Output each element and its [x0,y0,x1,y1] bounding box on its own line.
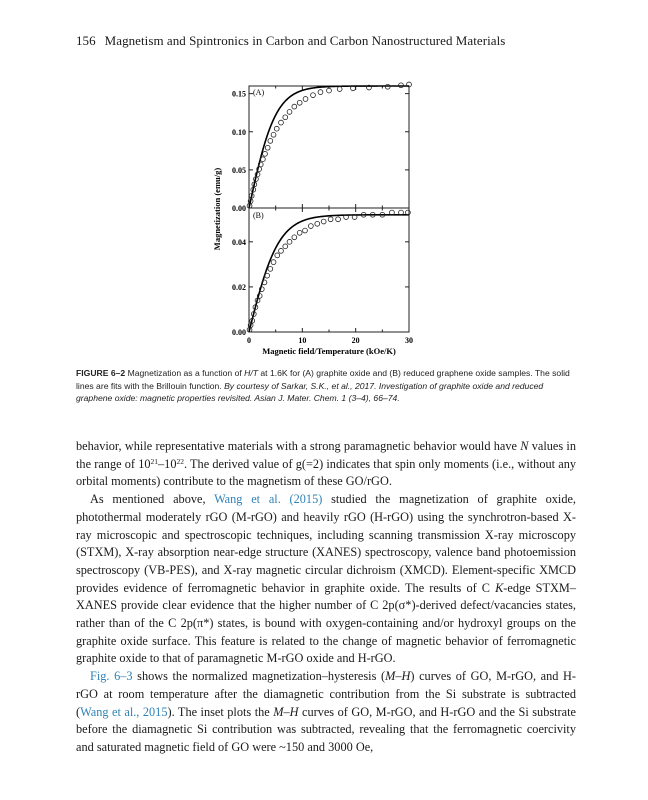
magnetization-chart [205,78,445,370]
panel-a-ticks [249,86,409,208]
panel-b-y-tick-label: 0.04 [232,237,246,247]
paragraph-1 [76,438,576,491]
panel-b-data-point [287,239,292,244]
p1-sup-1: 21 [150,456,159,466]
panel-b-y-tick-label: 0.02 [232,282,246,292]
panel-b-y-tick-labels [232,238,246,337]
p1-text-c: –10 [158,456,177,471]
panel-b-data-point [271,260,276,265]
panel-a-data-point [297,100,302,105]
panel-a-points [247,82,411,208]
p1-text-b: values in the range of 10 [76,439,576,471]
caption-label: FIGURE 6–2 [76,368,126,378]
panel-a-data-point [318,90,323,95]
panel-a-label: (A) [253,88,265,97]
panel-b-data-point [292,235,297,240]
panel-b-data-point [328,217,333,222]
p3-mh-2: M–H [273,704,299,719]
panel-a-y-tick-label: 0.00 [232,204,246,213]
panel-a-data-point [311,93,316,98]
panel-b-points [247,210,410,332]
p2-k: K [495,580,504,595]
panel-b-data-point [265,273,270,278]
ref-link-fig-6-3[interactable]: Fig. 6–3 [90,669,133,684]
panel-a-data-point [327,88,332,93]
page-number: 156 [76,33,96,48]
panel-b-data-point [336,217,341,222]
figure-caption [76,367,576,405]
panel-b-data-point [279,248,284,253]
panel-a-data-point [271,132,276,137]
running-title: Magnetism and Spintronics in Carbon and Carbon Nanostructured Materials [104,33,506,48]
panel-a-y-tick-label: 0.15 [232,89,246,99]
panel-b-data-point [303,228,308,233]
paragraph-3 [76,668,576,757]
panel-b-frame [249,208,409,332]
p2-text-a: As mentioned above, [90,492,215,507]
panel-b-data-point [275,253,280,258]
panel-a-data-point [292,104,297,109]
panel-b-data-point [283,244,288,249]
p3-text-b: ) curves of GO, M-rGO, and H-rGO at room temperature after the diamagnetic contribution from the Si substrate is subtracted ( [76,669,577,719]
caption-ht: H/T [244,368,259,378]
p1-text-a: behavior, while representative materials with a strong paramagnetic behavior would have [76,439,521,453]
x-tick-label: 10 [298,336,307,345]
panel-b-fit-line [249,215,409,332]
panel-a-data-point [283,115,288,120]
p3-mh: M–H [385,669,411,684]
p2-text-b: studied the magnetization of graphite oxide, photothermal moderately rGO (M-rGO) and heavily rGO (H-rGO) using the synchrotron-based X-ray microscopic and spectroscopic techniques, including scanning transmission X-ray microscopy (STXM), X-ray absorption near-edge structure (XANES) spectroscopy, valence band photoemission spectroscopy (VB-PES), and X-ray magnetic circular dichroism (XMCD). Element-specific XMCD provides evidence of ferromagnetic behavior in graphite oxide. The results of C [76,492,576,595]
body-text [76,438,576,757]
x-tick-label: 20 [351,336,360,345]
p2-text-c: -edge STXM–XANES provide clear evidence that the higher number of C 2p(σ*)-derived defect/vacancies states, rather than of the C 2p(π*) states, is bound with oxygen-containing and/or hydroxyl groups on the graphite oxide surface. This feature is related to the change of magnetic behavior of ferromagnetic graphite oxide to that of paramagnetic M-rGO oxide and H-rGO. [76,580,576,666]
panel-a-frame [249,86,409,208]
panel-a-y-tick-labels [232,90,246,213]
x-tick-label: 30 [405,336,413,345]
panel-b-y-tick-label: 0.00 [232,328,246,337]
panel-b-label: (B) [253,211,264,220]
caption-text-1: Magnetization as a function of [127,368,245,378]
panel-b-ticks [249,208,409,332]
panel-a-y-tick-label: 0.05 [232,165,246,175]
panel-a-y-tick-label: 0.10 [232,127,246,137]
p3-text-c: ). The inset plots the [167,704,274,719]
panel-a-data-point [303,97,308,102]
p3-text-d: curves of GO, M-rGO, and H-rGO and the Si substrate before the diamagnetic Si contribution was subtracted, revealing that the ferromagnetic coercivity and saturated magnetic field of GO were ~150 and 3000 Oe, [76,704,576,754]
x-axis-label: Magnetic field/Temperature (kOe/K) [262,346,396,356]
panel-a-data-point [260,157,265,162]
x-tick-labels [247,336,413,345]
panel-b-data-point [321,219,326,224]
panel-a-data-point [287,110,292,115]
caption-text-2: at 1.6K for (A) graphite oxide and (B) reduced graphene oxide samples. The solid lines are fits with the Brillouin function. [76,368,570,391]
panel-a-data-point [263,151,268,156]
panel-b-data-point [268,266,273,271]
panel-a-data-point [279,120,284,125]
caption-source: By courtesy of Sarkar, S.K., et al., 2017. Investigation of graphite oxide and reduced graphene oxide: magnetic properties revisited. Asian J. Mater. Chem. 1 (3–4), 66–74. [76,380,544,404]
p3-text-a: shows the normalized magnetization–hysteresis ( [132,669,386,684]
panel-a-data-point [268,139,273,144]
ref-link-wang-2015-b[interactable]: Wang et al., 2015 [80,704,168,719]
panel-a-data-point [265,145,270,150]
p1-text-d: . The derived value of g(=2) indicates that spin only moments (i.e., without any orbital moments) contribute to the magnetism of these GO/rGO. [76,456,576,489]
panel-b-data-point [297,230,302,235]
panel-b-data-point [315,221,320,226]
p1-n: N [520,439,529,453]
ref-link-wang-2015[interactable]: Wang et al. (2015) [214,492,323,507]
running-header [76,33,505,49]
panel-b-data-point [308,224,313,229]
x-tick-label: 0 [247,336,251,345]
panel-a-data-point [274,126,279,131]
figure-6-2 [205,78,445,370]
y-axis-label: Magnetization (emu/g) [212,167,222,251]
panel-a-fit-line [249,86,409,208]
paragraph-2 [76,491,576,668]
p1-sup-2: 22 [176,456,184,466]
panel-a-data-point [337,87,342,92]
